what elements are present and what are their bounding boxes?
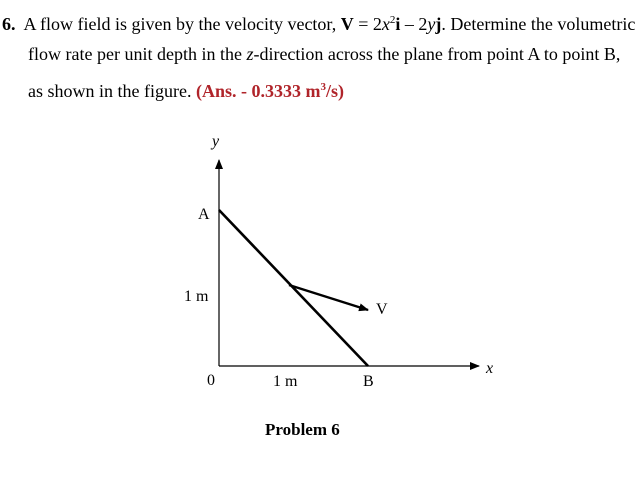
variable-y: y [427, 14, 436, 34]
unit-vector-i: i [395, 14, 401, 34]
point-b-label: B [363, 373, 374, 390]
exponent-two: 2 [389, 14, 396, 26]
x-tick-label: 1 m [273, 373, 298, 390]
answer-close: /s) [325, 81, 344, 101]
plane-a-to-b [219, 210, 368, 366]
line1-suffix: . Determine the volumetric [441, 14, 635, 34]
minus-coefficient: – 2 [400, 14, 428, 34]
figure-caption: Problem 6 [265, 420, 340, 439]
variable-x: x [381, 14, 390, 34]
velocity-vector-symbol: V [340, 14, 354, 34]
line1-prefix: A flow field is given by the velocity vector, [23, 14, 341, 34]
y-axis-label: y [212, 133, 220, 150]
y-tick-label: 1 m [184, 288, 209, 305]
line2-prefix: flow rate per unit depth in the [28, 44, 247, 64]
variable-z: z [246, 44, 254, 64]
origin-label: 0 [207, 372, 215, 389]
problem-number: 6. [2, 14, 16, 34]
point-a-label: A [198, 206, 210, 223]
equals-coefficient: = 2 [353, 14, 382, 34]
line3-text: as shown in the figure. [28, 81, 196, 101]
velocity-label: V [376, 301, 388, 318]
answer-exponent: 3 [320, 81, 326, 93]
answer-text: (Ans. - 0.3333 m [195, 81, 321, 101]
unit-vector-j: j [435, 14, 442, 34]
x-axis-label: x [486, 360, 494, 377]
line2-suffix: -direction across the plane from point A to point B, [253, 44, 621, 64]
